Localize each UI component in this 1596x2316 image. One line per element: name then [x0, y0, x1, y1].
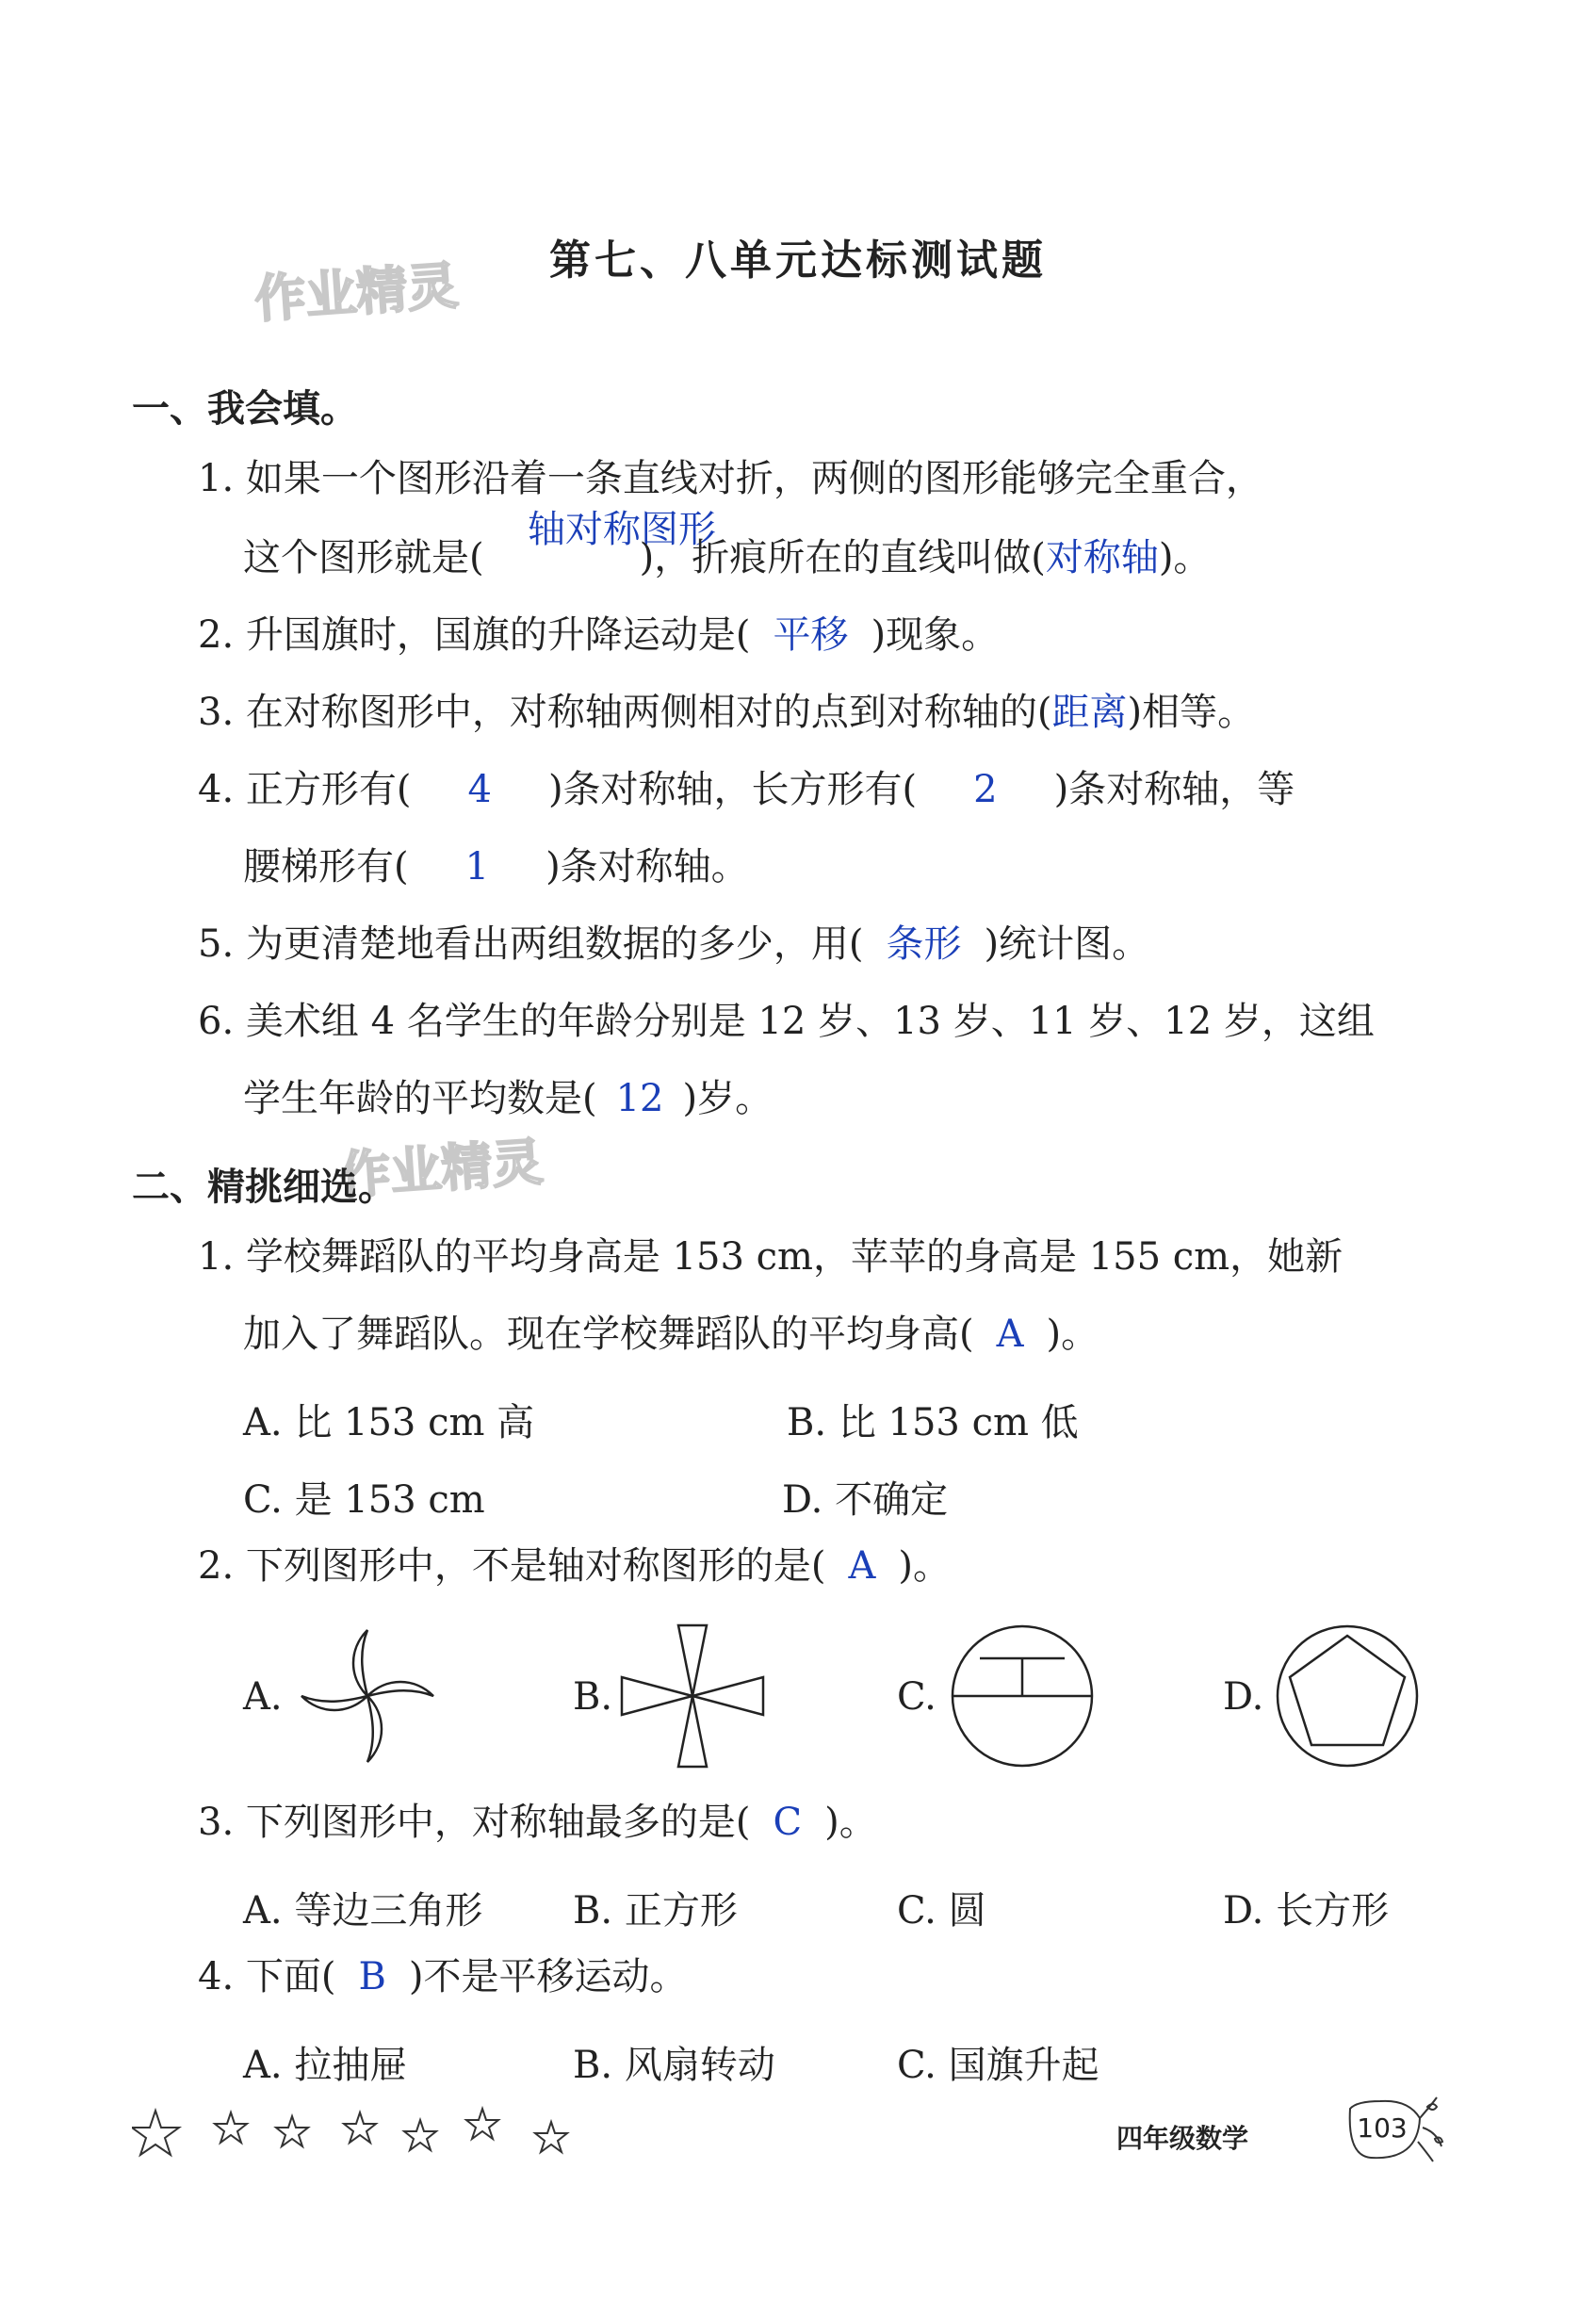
q4-answer-c: 1	[464, 845, 490, 889]
q1-answer-b: 对称轴	[1045, 536, 1159, 579]
s2-q2: 2. 下列图形中，不是轴对称图形的是( A )。	[198, 1544, 951, 1588]
s2-q1-option-a: A. 比 153 cm 高	[243, 1401, 535, 1444]
s2-q1-line1: 1. 学校舞蹈队的平均身高是 153 cm，苹苹的身高是 155 cm，她新	[198, 1235, 1344, 1279]
s2-q2-answer: A	[848, 1544, 876, 1588]
s2-q3: 3. 下列图形中，对称轴最多的是( C )。	[198, 1801, 877, 1844]
s2-q4: 4. 下面( B )不是平移运动。	[198, 1955, 688, 1998]
s2-q3-option-b: B. 正方形	[573, 1889, 738, 1933]
s2-q3-answer: C	[773, 1801, 803, 1844]
page-title: 第七、八单元达标测试题	[549, 236, 1047, 285]
q6-line1: 6. 美术组 4 名学生的年龄分别是 12 岁、13 岁、11 岁、12 岁，这组	[198, 1000, 1375, 1043]
q5-answer: 条形	[886, 922, 962, 966]
q4-answer-b: 2	[973, 768, 998, 811]
s2-q2-option-b: B.	[573, 1675, 613, 1719]
pinwheel-figure	[283, 1621, 452, 1771]
q2: 2. 升国旗时，国旗的升降运动是( 平移 )现象。	[198, 613, 1000, 657]
s2-q4-answer: B	[358, 1955, 386, 1998]
section-heading-choice: 二、精挑细选。	[132, 1166, 396, 1209]
q5: 5. 为更清楚地看出两组数据的多少，用( 条形 )统计图。	[198, 922, 1150, 966]
q3: 3. 在对称图形中，对称轴两侧相对的点到对称轴的(距离)相等。	[198, 691, 1256, 734]
q4-line1: 4. 正方形有( 4 )条对称轴，长方形有( 2 )条对称轴，等	[198, 768, 1295, 811]
s2-q4-option-a: A. 拉抽屉	[243, 2044, 408, 2087]
circle-with-lines-figure	[942, 1621, 1102, 1771]
pentagon-in-circle-figure	[1267, 1621, 1427, 1771]
q2-answer: 平移	[773, 613, 849, 657]
s2-q1-option-c: C. 是 153 cm	[243, 1478, 485, 1522]
q6-answer: 12	[615, 1077, 664, 1120]
bowtie-figure	[612, 1621, 773, 1771]
q4-line2: 腰梯形有( 1 )条对称轴。	[243, 845, 749, 889]
s2-q2-option-a: A.	[243, 1675, 283, 1719]
watermark: 作业精灵	[337, 1132, 546, 1206]
s2-q2-option-c: C.	[897, 1675, 936, 1719]
section-heading-fill: 一、我会填。	[132, 387, 358, 431]
s2-q1-option-b: B. 比 153 cm 低	[787, 1401, 1079, 1444]
s2-q4-option-c: C. 国旗升起	[897, 2044, 1099, 2087]
s2-q3-option-a: A. 等边三角形	[243, 1889, 483, 1933]
s2-q2-option-d: D.	[1223, 1675, 1264, 1719]
page-number: 103	[1357, 2112, 1408, 2144]
s2-q3-option-d: D. 长方形	[1223, 1889, 1390, 1933]
q4-answer-a: 4	[467, 768, 492, 811]
s2-q4-option-b: B. 风扇转动	[573, 2044, 775, 2087]
s2-q1-line2: 加入了舞蹈队。现在学校舞蹈队的平均身高( A )。	[243, 1313, 1099, 1356]
q3-answer: 距离	[1051, 691, 1128, 734]
q1-line2: 这个图形就是( )，折痕所在的直线叫做(对称轴)。	[243, 536, 1212, 579]
star-decoration-icon	[132, 2101, 584, 2167]
s2-q3-option-c: C. 圆	[897, 1889, 986, 1933]
s2-q1-answer: A	[996, 1313, 1024, 1356]
footer-subject: 四年级数学	[1116, 2123, 1249, 2154]
q1-answer-a: 轴对称图形	[528, 508, 716, 551]
q1-line1: 1. 如果一个图形沿着一条直线对折，两侧的图形能够完全重合，	[198, 457, 1263, 500]
s2-q1-option-d: D. 不确定	[782, 1478, 949, 1522]
watermark: 作业精灵	[252, 255, 461, 330]
q6-line2: 学生年龄的平均数是( 12 )岁。	[243, 1077, 774, 1120]
